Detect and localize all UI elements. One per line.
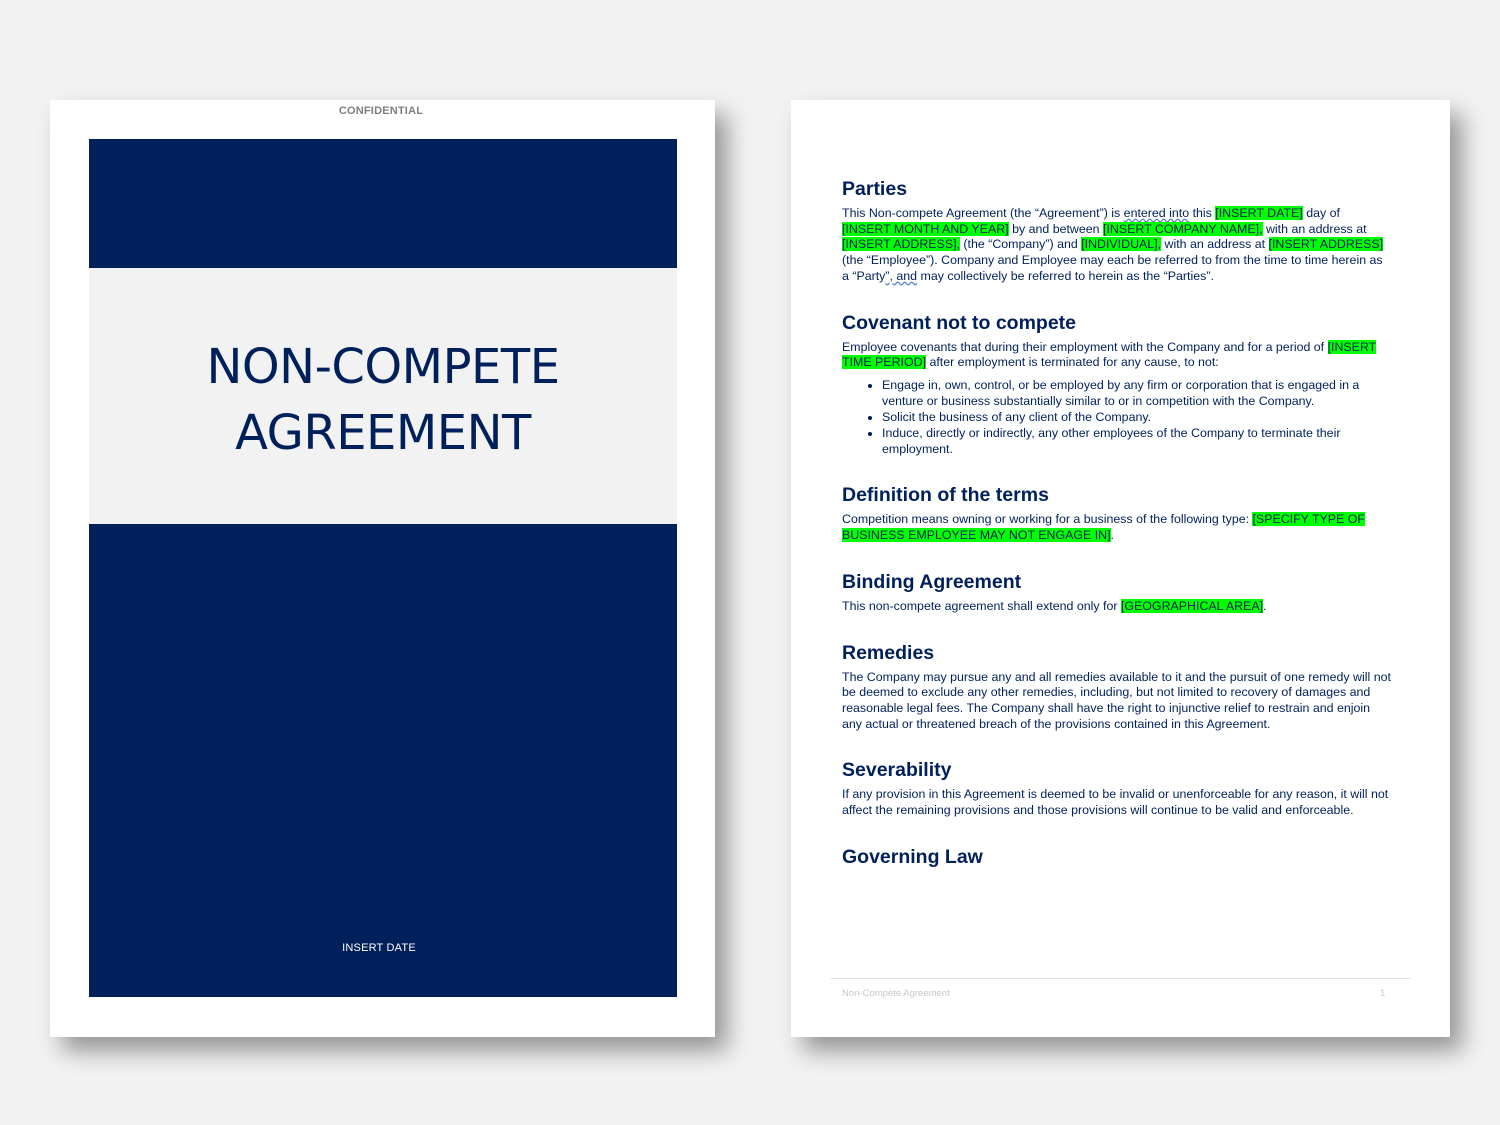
section-severability <box>842 759 1392 818</box>
covenant-list <box>842 378 1392 458</box>
footer-page-number: 1 <box>1380 988 1386 999</box>
section-heading: Covenant not to compete <box>842 311 1077 334</box>
list-item: • Induce, directly or indirectly, any other employees of the Company to terminate their employment. <box>882 426 1392 458</box>
section-heading: Parties <box>842 178 908 200</box>
placeholder-field[interactable]: [SPECIFY TYPE OF BUSINESS EMPLOYEE MAY NOT ENGAGE IN] <box>842 512 1365 543</box>
cover-date: INSERT DATE <box>342 942 416 954</box>
text-run: this <box>1189 206 1216 220</box>
text-run: with an address at <box>1262 221 1367 236</box>
document-body <box>842 178 1392 895</box>
text-run: by and between <box>1008 221 1104 236</box>
cover-title-line-2: AGREEMENT <box>235 405 531 461</box>
section-covenant <box>842 312 1392 458</box>
section-heading: Definition of the terms <box>842 484 1049 507</box>
text-run: (the “Company”) and <box>959 237 1082 252</box>
text-run: This non-compete agreement shall extend only for <box>842 598 1121 613</box>
footer-divider <box>831 978 1411 979</box>
section-heading: Remedies <box>842 641 935 664</box>
section-binding <box>842 571 1392 615</box>
cover-title-line-1: NON-COMPETE <box>206 339 560 395</box>
section-text: The Company may pursue any and all remedies available to it and the pursuit of one remedy will not be deemed to exclude any other remedies, including, but not limited to recovery of damages and reasonable legal fees. The Company shall have the right to injunctive relief to restrain and enjoin any actual or threatened breach of the provisions contained in this Agreement. <box>842 669 1391 731</box>
section-text <box>842 206 1392 285</box>
list-item: • Engage in, own, control, or be employed by any firm or corporation that is engaged in a venture or business substantially similar to or in competition with the Company. <box>882 378 1392 410</box>
text-run: . <box>1263 598 1267 613</box>
text-run: Competition means owning or working for a business of the following type: <box>842 512 1253 527</box>
section-text: If any provision in this Agreement is deemed to be invalid or unenforceable for any reason, it will not affect the remaining provisions and those provisions will continue to be valid and enforceable. <box>842 787 1389 818</box>
placeholder-field[interactable]: [INSERT MONTH AND YEAR] <box>842 221 1009 236</box>
content-page <box>791 100 1450 1037</box>
cover-title <box>89 334 677 466</box>
grammar-marked-text[interactable]: ”, and <box>885 268 918 283</box>
placeholder-field[interactable]: [GEOGRAPHICAL AREA] <box>1120 598 1264 613</box>
confidential-label: CONFIDENTIAL <box>338 105 424 117</box>
section-text <box>842 340 1392 371</box>
footer-title: Non-Compete Agreement <box>842 988 950 999</box>
text-run: day of <box>1302 206 1340 220</box>
cover-top-band <box>89 139 677 268</box>
section-heading: Severability <box>842 759 952 782</box>
section-heading: Governing Law <box>842 845 983 868</box>
placeholder-field[interactable]: [INDIVIDUAL], <box>1081 237 1162 252</box>
section-text <box>842 512 1392 543</box>
list-item: • Solicit the business of any client of the Company. <box>882 410 1392 426</box>
section-governing-law <box>842 846 1392 868</box>
placeholder-field[interactable]: [INSERT DATE] <box>1215 206 1303 220</box>
text-run: This Non-compete Agreement (the “Agreement”) is <box>842 206 1124 220</box>
cover-bottom-band <box>89 524 677 997</box>
section-definition <box>842 484 1392 543</box>
cover-title-band <box>89 268 677 524</box>
text-run: . <box>1110 528 1114 543</box>
placeholder-field[interactable]: [INSERT ADDRESS], <box>842 237 960 252</box>
section-heading: Binding Agreement <box>842 570 1022 593</box>
text-run: after employment is terminated for any cause, to not: <box>926 355 1219 370</box>
section-text <box>842 599 1392 615</box>
grammar-marked-text[interactable]: entered into <box>1123 206 1190 220</box>
text-run: (the “Employee”). Company and Employee may each be referred to from the time to time herein as a “Party <box>842 253 1383 283</box>
cover-page <box>50 100 715 1037</box>
section-remedies <box>842 642 1392 733</box>
section-parties <box>842 178 1392 285</box>
text-run: may collectively be referred to herein as the “Parties”. <box>917 268 1214 283</box>
placeholder-field[interactable]: [INSERT TIME PERIOD] <box>842 339 1377 370</box>
placeholder-field[interactable]: [INSERT ADDRESS] <box>1268 237 1384 252</box>
placeholder-field[interactable]: [INSERT COMPANY NAME], <box>1103 221 1263 236</box>
text-run: with an address at <box>1161 237 1269 252</box>
text-run: Employee covenants that during their employment with the Company and for a period of <box>842 339 1328 354</box>
